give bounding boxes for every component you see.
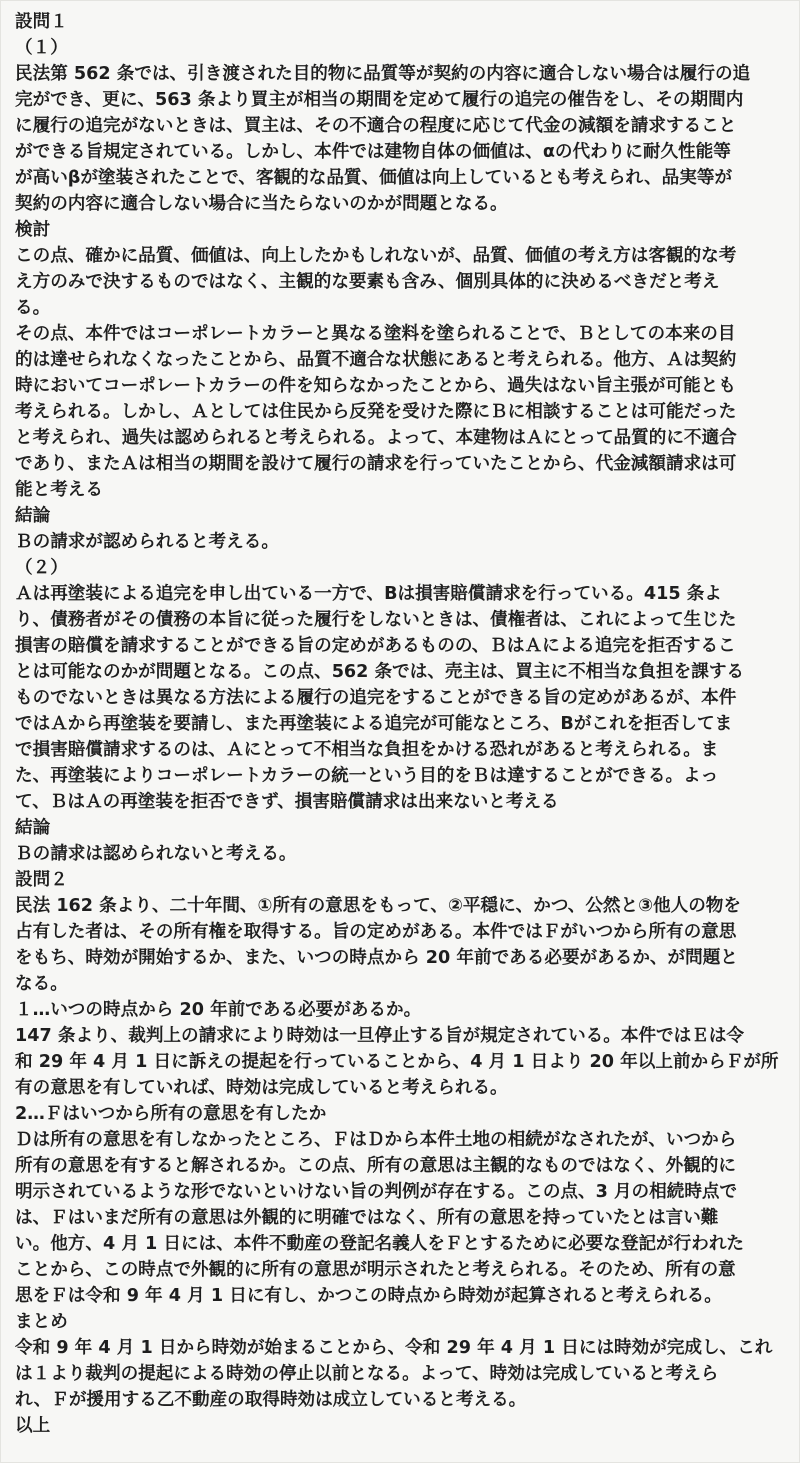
heading-conclusion: 結論	[15, 818, 51, 838]
text-line: 和 29 年 4 月 1 日に訴えの提起を行っていることから、4 月 1 日より 20 年以上前からＦが所	[15, 1052, 779, 1072]
text-line: え方のみで決するものではなく、主観的な要素も含み、個別具体的に決めるべきだと考え	[15, 272, 720, 292]
text-line: で損害賠償請求するのは、Ａにとって不相当な負担をかける恐れがあると考えられる。ま	[15, 740, 719, 760]
subheading-1: （１）	[15, 38, 68, 58]
text-line: 有の意思を有していれば、時効は完成していると考えられる。	[15, 1078, 508, 1098]
text-line: ができる旨規定されている。しかし、本件では建物自体の価値は、αの代わりに耐久性能等	[15, 142, 731, 162]
text-line: Ｂの請求が認められると考える。	[15, 532, 279, 552]
text-line: り、債務者がその債務の本旨に従った履行をしないときは、債権者は、これによって生じた	[15, 610, 737, 630]
text-line: 令和 9 年 4 月 1 日から時効が始まることから、令和 29 年 4 月 1 日には時効が完成し、これ	[15, 1338, 773, 1358]
text-line: 思をＦは令和 9 年 4 月 1 日に有し、かつこの時点から時効が起算されると考えられる。	[15, 1286, 722, 1306]
text-line: た、再塗装によりコーポレートカラーの統一という目的をＢは達することができる。よっ	[15, 766, 719, 786]
text-line: Ｂの請求は認められないと考える。	[15, 844, 297, 864]
text-line: １…いつの時点から 20 年前である必要があるか。	[15, 1000, 422, 1020]
text-line: 的は達せられなくなったことから、品質不適合な状態にあると考えられる。他方、Ａは契約	[15, 350, 737, 370]
heading-question-1: 設問１	[15, 12, 68, 32]
subheading-2: （２）	[15, 558, 68, 578]
text-line: 完ができ、更に、563 条より買主が相当の期間を定めて履行の追完の催告をし、その期間内	[15, 90, 744, 110]
text-line: 147 条より、裁判上の請求により時効は一旦停止する旨が規定されている。本件ではＥは令	[15, 1026, 745, 1046]
text-line: この点、確かに品質、価値は、向上したかもしれないが、品質、価値の考え方は客観的な考	[15, 246, 737, 266]
heading-examination: 検討	[15, 220, 51, 240]
heading-conclusion: 結論	[15, 506, 51, 526]
text-line: Ｄは所有の意思を有しなかったところ、ＦはＤから本件土地の相続がなされたが、いつから	[15, 1130, 737, 1150]
text-line: が高いβが塗装されたことで、客観的な品質、価値は向上しているとも考えられ、品実等が	[15, 168, 733, 188]
text-line: ことから、この時点で外観的に所有の意思が明示されたと考えられる。そのため、所有の意	[15, 1260, 736, 1280]
text-line: とは可能なのかが問題となる。この点、562 条では、売主は、買主に不相当な負担を課する	[15, 662, 745, 682]
text-line: は、Ｆはいまだ所有の意思は外観的に明確ではなく、所有の意思を持っていたとは言い難	[15, 1208, 719, 1228]
text-line: れ、Ｆが援用する乙不動産の取得時効は成立していると考える。	[15, 1390, 527, 1410]
text-line: と考えられ、過失は認められると考えられる。よって、本建物はＡにとって品質的に不適合	[15, 428, 737, 448]
text-line: 所有の意思を有すると解されるか。この点、所有の意思は主観的なものではなく、外観的に	[15, 1156, 736, 1176]
text-line: ではＡから再塗装を要請し、また再塗装による追完が可能なところ、Bがこれを拒否してま	[15, 714, 733, 734]
text-line: 占有した者は、その所有権を取得する。旨の定めがある。本件ではＦがいつから所有の意思	[15, 922, 737, 942]
text-line: る。	[15, 298, 51, 318]
text-line: ものでないときは異なる方法による履行の追完をすることができる旨の定めがあるが、本件	[15, 688, 737, 708]
heading-question-2: 設問２	[15, 870, 68, 890]
closing-word: 以上	[15, 1416, 51, 1436]
text-line: その点、本件ではコーポレートカラーと異なる塗料を塗られることで、Ｂとしての本来の目	[15, 324, 736, 344]
heading-summary: まとめ	[15, 1312, 68, 1332]
text-line: 考えられる。しかし、Ａとしては住民から反発を受けた際にＢに相談することは可能だった	[15, 402, 737, 422]
text-line: をもち、時効が開始するか、また、いつの時点から 20 年前である必要があるか、が問題と	[15, 948, 738, 968]
text-line: い。他方、4 月 1 日には、本件不動産の登記名義人をＦとするために必要な登記が行われた	[15, 1234, 745, 1254]
text-line: 民法第 562 条では、引き渡された目的物に品質等が契約の内容に適合しない場合は履行の追	[15, 64, 751, 84]
text-line: 契約の内容に適合しない場合に当たらないのかが問題となる。	[15, 194, 508, 214]
text-line: なる。	[15, 974, 68, 994]
text-line: て、ＢはＡの再塗装を拒否できず、損害賠償請求は出来ないと考える	[15, 792, 559, 812]
text-line: Ａは再塗装による追完を申し出ている一方で、Bは損害賠償請求を行っている。415 条よ	[15, 584, 722, 604]
text-line: に履行の追完がないときは、買主は、その不適合の程度に応じて代金の減額を請求すること	[15, 116, 737, 136]
text-line: であり、またＡは相当の期間を設けて履行の請求を行っていたことから、代金減額請求は可	[15, 454, 737, 474]
text-line: 時においてコーポレートカラーの件を知らなかったことから、過失はない旨主張が可能とも	[15, 376, 736, 396]
text-line: 民法 162 条より、二十年間、①所有の意思をもって、②平穏に、かつ、公然と③他人の物を	[15, 896, 741, 916]
text-line: は１より裁判の提起による時効の停止以前となる。よって、時効は完成していると考えら	[15, 1364, 719, 1384]
text-line: 明示されているような形でないといけない旨の判例が存在する。この点、3 月の相続時点で	[15, 1182, 738, 1202]
text-line: 損害の賠償を請求することができる旨の定めがあるものの、ＢはＡによる追完を拒否するこ	[15, 636, 736, 656]
text-line: 能と考える	[15, 480, 103, 500]
text-line: 2…Ｆはいつから所有の意思を有したか	[15, 1104, 327, 1124]
